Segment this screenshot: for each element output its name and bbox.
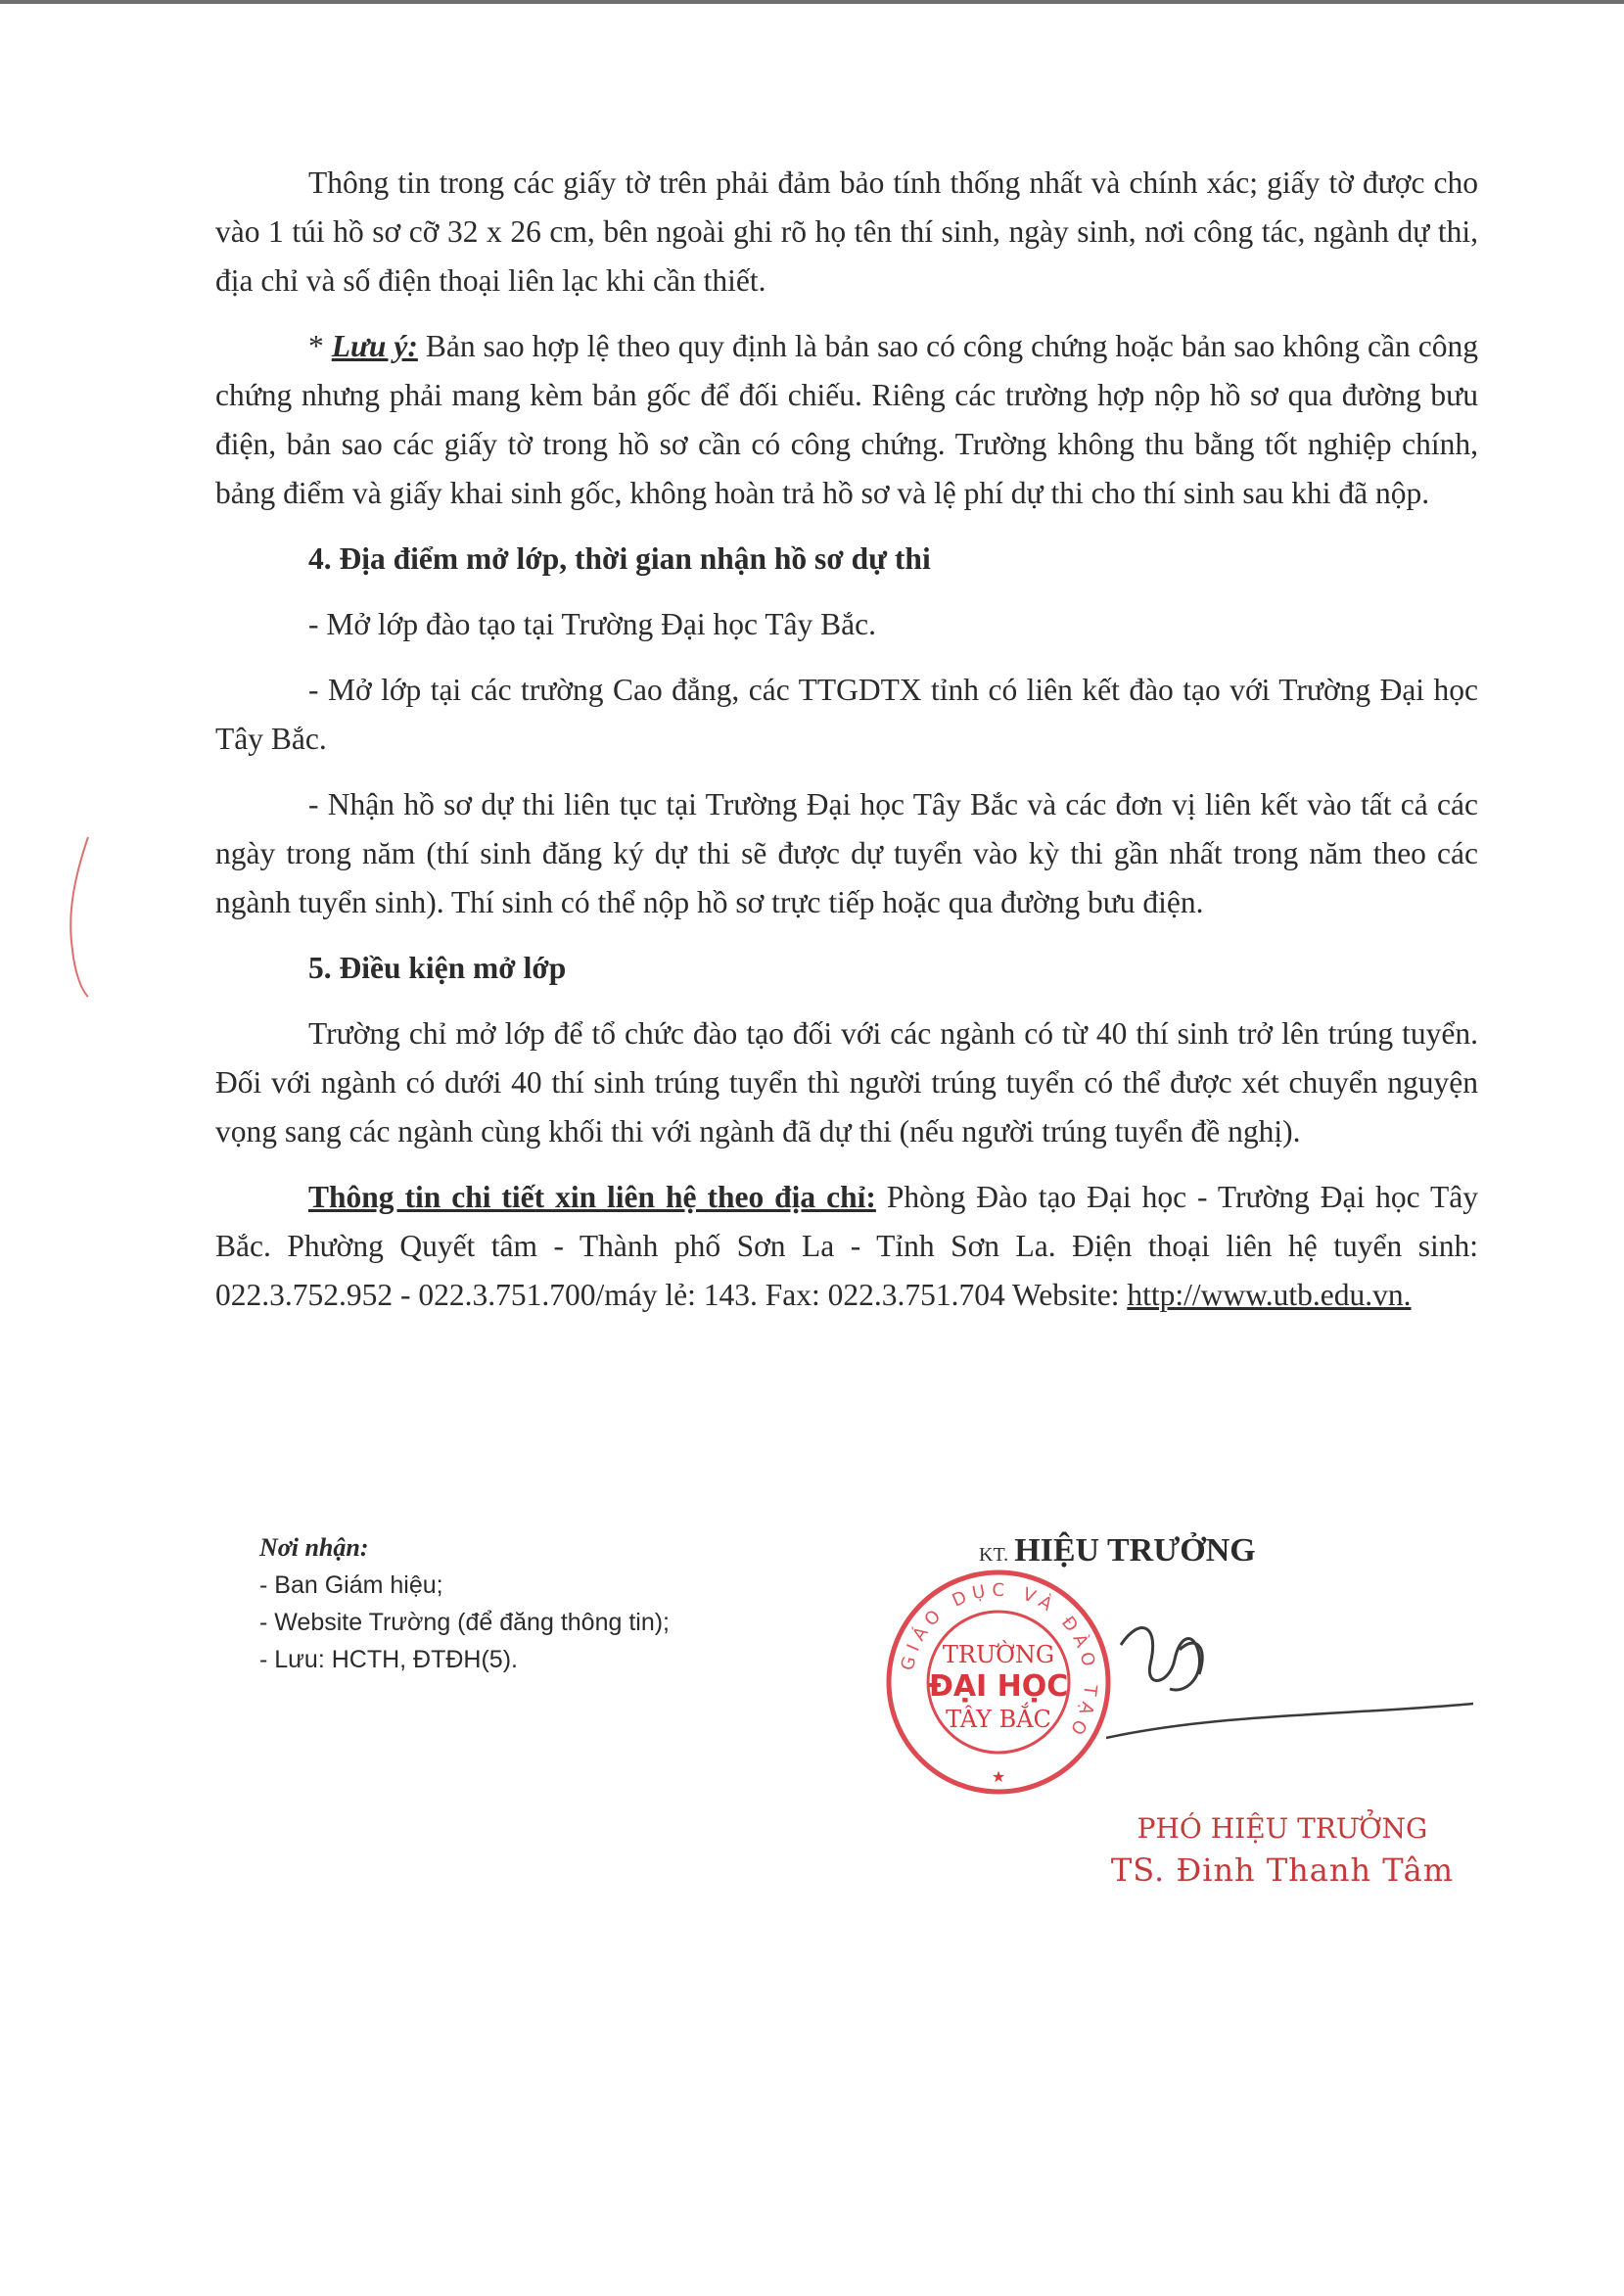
recipient-item: - Ban Giám hiệu; bbox=[259, 1571, 443, 1599]
section-4-item: - Nhận hồ sơ dự thi liên tục tại Trường Đại học Tây Bắc và các đơn vị liên kết vào tất cả các ngày trong năm (thí sinh đăng ký dự thi sẽ được dự tuyển vào kỳ thi gần nhất trong năm theo các ngành tuyển sinh). Thí sinh có thể nộp hồ sơ trực tiếp hoặc qua đường bưu điện. bbox=[215, 787, 1478, 919]
svg-text:★: ★ bbox=[991, 1767, 1006, 1786]
signer-block bbox=[1067, 1809, 1498, 1892]
signature-kt: KT. bbox=[979, 1544, 1009, 1566]
recipient-item: - Website Trường (để đăng thông tin); bbox=[259, 1609, 670, 1636]
margin-mark bbox=[59, 832, 98, 999]
recipients-title: Nơi nhận: bbox=[259, 1533, 369, 1562]
signature-title-text: HIỆU TRƯỞNG bbox=[1014, 1532, 1256, 1569]
note-text: Bản sao hợp lệ theo quy định là bản sao có công chứng hoặc bản sao không cần công chứng nhưng phải mang kèm bản gốc để đối chiếu. Riêng các trường hợp nộp hồ sơ qua đường bưu điện, bản sao các giấy tờ trong hồ sơ cần có công chứng. Trường không thu bằng tốt nghiệp chính, bảng điểm và giấy khai sinh gốc, không hoàn trả hồ sơ và lệ phí dự thi cho thí sinh sau khi đã nộp. bbox=[215, 329, 1478, 510]
section-4-heading: 4. Địa điểm mở lớp, thời gian nhận hồ sơ dự thi bbox=[308, 541, 931, 576]
stamp-line-3: TÂY BẮC bbox=[946, 1706, 1051, 1733]
section-5-heading: 5. Điều kiện mở lớp bbox=[308, 951, 567, 985]
contact-text: Phòng Đào tạo Đại học - Trường Đại học Tây Bắc. Phường Quyết tâm - Thành phố Sơn La - Tỉnh Sơn La. Điện thoại liên hệ tuyển sinh: 022.3.752.952 - 022.3.751.700/máy lẻ: 143. Fax: 022.3.751.704 Website: bbox=[215, 1180, 1478, 1312]
signer-role: PHÓ HIỆU TRƯỞNG bbox=[1137, 1812, 1428, 1845]
paragraph-document-info: Thông tin trong các giấy tờ trên phải đảm bảo tính thống nhất và chính xác; giấy tờ được cho vào 1 túi hồ sơ cỡ 32 x 26 cm, bên ngoài ghi rõ họ tên thí sinh, ngày sinh, nơi công tác, ngành dự thi, địa chỉ và số điện thoại liên lạc khi cần thiết. bbox=[215, 165, 1478, 298]
page-top-border bbox=[0, 0, 1624, 4]
stamp-line-2: ĐẠI HỌC bbox=[928, 1669, 1069, 1704]
handwritten-signature bbox=[1101, 1606, 1483, 1762]
stamp-ring-text: GIÁO DỤC VÀ ĐÀO TẠO bbox=[897, 1579, 1101, 1744]
paragraph-note bbox=[215, 322, 1478, 518]
document-body bbox=[215, 159, 1478, 1336]
section-4-item: - Mở lớp tại các trường Cao đẳng, các TTGDTX tỉnh có liên kết đào tạo với Trường Đại học Tây Bắc. bbox=[215, 673, 1478, 756]
paragraph-contact bbox=[215, 1173, 1478, 1320]
section-4-item: - Mở lớp đào tạo tại Trường Đại học Tây Bắc. bbox=[308, 607, 877, 641]
stamp-line-1: TRƯỜNG bbox=[942, 1641, 1055, 1668]
section-5-text: Trường chỉ mở lớp để tổ chức đào tạo đối với các ngành có từ 40 thí sinh trở lên trúng tuyển. Đối với ngành có dưới 40 thí sinh trúng tuyển thì người trúng tuyển có thể được xét chuyển nguyện vọng sang các ngành cùng khối thi với ngành đã dự thi (nếu người trúng tuyển đề nghị). bbox=[215, 1016, 1478, 1148]
recipients-block bbox=[259, 1529, 768, 1678]
note-prefix: * bbox=[308, 329, 332, 363]
official-stamp bbox=[881, 1565, 1116, 1800]
recipients-list bbox=[259, 1567, 768, 1678]
contact-label: Thông tin chi tiết xin liên hệ theo địa chỉ: bbox=[308, 1180, 876, 1214]
note-label: Lưu ý: bbox=[331, 329, 418, 363]
recipient-item: - Lưu: HCTH, ĐTĐH(5). bbox=[259, 1646, 518, 1673]
signer-name: TS. Đinh Thanh Tâm bbox=[1110, 1851, 1455, 1889]
website-link[interactable]: http://www.utb.edu.vn. bbox=[1127, 1278, 1412, 1312]
